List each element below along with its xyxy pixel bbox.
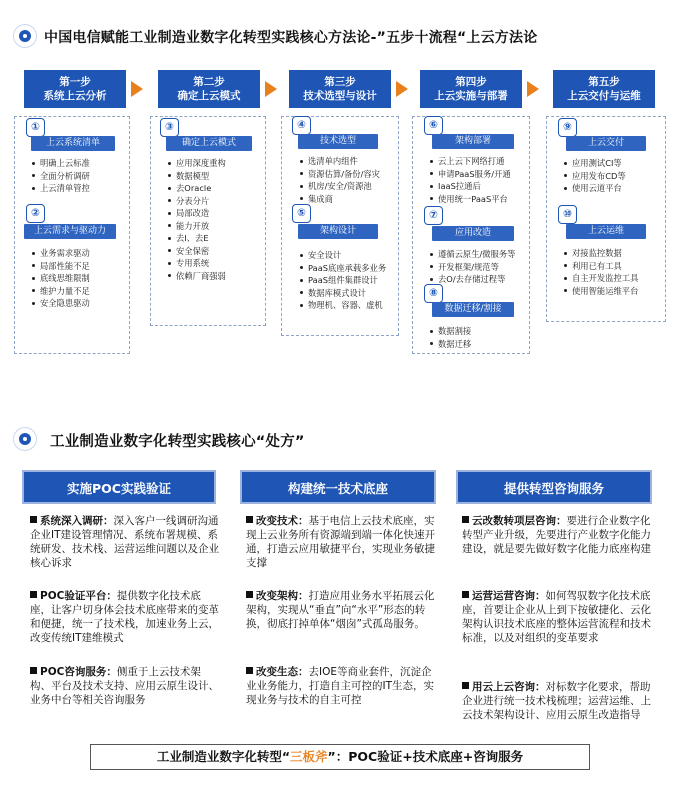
bullet-icon bbox=[30, 667, 37, 674]
process-items: 数据割接 数据迁移 bbox=[428, 325, 471, 350]
target-icon bbox=[14, 428, 36, 450]
process-items: 云上云下网络打通 申请PaaS服务/开通 IaaS拉通后 使用统一PaaS平台 bbox=[428, 155, 511, 205]
column-heading: 构建统一技术底座 bbox=[240, 470, 436, 504]
step-2: 第二步 确定上云模式 bbox=[158, 70, 260, 108]
step-5: 第五步 上云交付与运维 bbox=[553, 70, 655, 108]
bullet-icon bbox=[246, 591, 253, 598]
process-title: 上云运维 bbox=[566, 224, 646, 239]
highlight-text: 三板斧 bbox=[290, 749, 328, 764]
bullet-icon bbox=[462, 591, 469, 598]
paragraph: 系统深入调研：深入客户一线调研沟通企业IT建设管理情况、系统布署规模、系统研发、技术栈、运营运维问题以及企业核心诉求 bbox=[30, 515, 219, 569]
step-4: 第四步 上云实施与部署 bbox=[420, 70, 522, 108]
process-number: ④ bbox=[292, 116, 311, 135]
arrow-right-icon bbox=[131, 81, 143, 97]
arrow-right-icon bbox=[396, 81, 408, 97]
process-title: 确定上云模式 bbox=[166, 136, 252, 151]
process-number: ⑦ bbox=[424, 206, 443, 225]
bullet-icon bbox=[462, 682, 469, 689]
process-title: 架构设计 bbox=[298, 224, 378, 239]
paragraph: 改变生态：去IOE等商业套件，沉淀企业业务能力，打造自主可控的IT生态，实现业务与技术的自主可控 bbox=[246, 666, 435, 706]
process-title: 上云交付 bbox=[566, 136, 646, 151]
target-icon bbox=[14, 25, 36, 47]
process-title: 架构部署 bbox=[432, 134, 514, 149]
process-number: ⑧ bbox=[424, 284, 443, 303]
paragraph: POC验证平台：提供数字化技术底座，让客户切身体会技术底座带来的变革和便捷，统一了技术栈，加速业务上云，改变传统IT建维模式 bbox=[30, 590, 219, 644]
process-title: 数据迁移/割接 bbox=[432, 302, 514, 317]
paragraph: POC咨询服务：侧重于上云技术架构、平台及技术支持、应用云原生设计、业务中台等相关咨询服务 bbox=[30, 666, 219, 706]
step-1: 第一步 系统上云分析 bbox=[24, 70, 126, 108]
bullet-icon bbox=[30, 591, 37, 598]
process-number: ⑥ bbox=[424, 116, 443, 135]
process-items: 选清单内组件 资源估算/备份/容灾 机房/安全/资源池 集成商 bbox=[298, 155, 380, 205]
page-title: 中国电信赋能工业制造业数字化转型实践核心方法论-”五步十流程“上云方法论 bbox=[44, 30, 538, 46]
process-number: ⑨ bbox=[558, 118, 577, 137]
arrow-right-icon bbox=[265, 81, 277, 97]
section-title: 工业制造业数字化转型实践核心“处方” bbox=[50, 434, 305, 450]
paragraph: 用云上云咨询：对标数字化要求，帮助企业进行统一技术栈梳理；运营运维、上云技术架构设计、应用云原生改造指导 bbox=[462, 681, 651, 721]
process-number: ③ bbox=[160, 118, 179, 137]
process-title: 技术选型 bbox=[298, 134, 378, 149]
column-heading: 实施POC实践验证 bbox=[22, 470, 216, 504]
process-items: 遵循云原生/微服务等 开发框架/规范等 去O/去存储过程等 bbox=[428, 248, 515, 286]
step-3: 第三步 技术选型与设计 bbox=[289, 70, 391, 108]
bullet-icon bbox=[246, 667, 253, 674]
process-number: ⑤ bbox=[292, 204, 311, 223]
paragraph: 云改数转项层咨询：要进行企业数字化转型产业升级，先要进行产业数字化能力建设，就是要先做好数字化能力底座构建 bbox=[462, 515, 651, 555]
process-items: 安全设计 PaaS底座承载多业务 PaaS组件集群设计 数据库模式设计 物理机、容器、虚机 bbox=[298, 249, 386, 312]
summary-bar: 工业制造业数字化转型“三板斧”：POC验证+技术底座+咨询服务 bbox=[90, 744, 590, 770]
process-title: 应用改造 bbox=[432, 226, 514, 241]
process-items: 应用深度重构 数据模型 去Oracle 分表分片 局部改造 能力开放 去I、去E 安全保密 专用系统 依赖厂商强弱 bbox=[166, 157, 226, 282]
process-number: ② bbox=[26, 204, 45, 223]
process-items: 对接监控数据 利用已有工具 自主开发监控工具 使用智能运维平台 bbox=[562, 247, 638, 297]
process-number: ① bbox=[26, 118, 45, 137]
process-items: 业务需求驱动 局部性能不足 底线思维限制 维护力量不足 安全隐患驱动 bbox=[30, 247, 90, 310]
process-number: ⑩ bbox=[558, 205, 577, 224]
paragraph: 改变架构：打造应用业务水平拓展云化架构，实现从“垂直”向“水平”形态的转换，彻底打掉单体“烟囱”式孤岛服务。 bbox=[246, 590, 435, 630]
bullet-icon bbox=[462, 516, 469, 523]
process-items: 应用测试CI等 应用发布CD等 使用云道平台 bbox=[562, 157, 626, 195]
arrow-right-icon bbox=[527, 81, 539, 97]
paragraph: 改变技术：基于电信上云技术底座，实现上云业务所有资源端到端一体化快速开通，打造云应用敏捷平台，实现业务敏捷支撑 bbox=[246, 515, 435, 569]
bullet-icon bbox=[30, 516, 37, 523]
process-title: 上云需求与驱动力 bbox=[24, 224, 116, 239]
process-items: 明确上云标准 全面分析调研 上云清单管控 bbox=[30, 157, 90, 195]
paragraph: 运营运营咨询：如何驾驭数字化技术底座，首要让企业从上到下按敏捷化、云化架构认识技术底座的整体运营流程和技术标准，以及对组织的变革要求 bbox=[462, 590, 651, 644]
bullet-icon bbox=[246, 516, 253, 523]
column-heading: 提供转型咨询服务 bbox=[456, 470, 652, 504]
process-title: 上云系统清单 bbox=[31, 136, 115, 151]
